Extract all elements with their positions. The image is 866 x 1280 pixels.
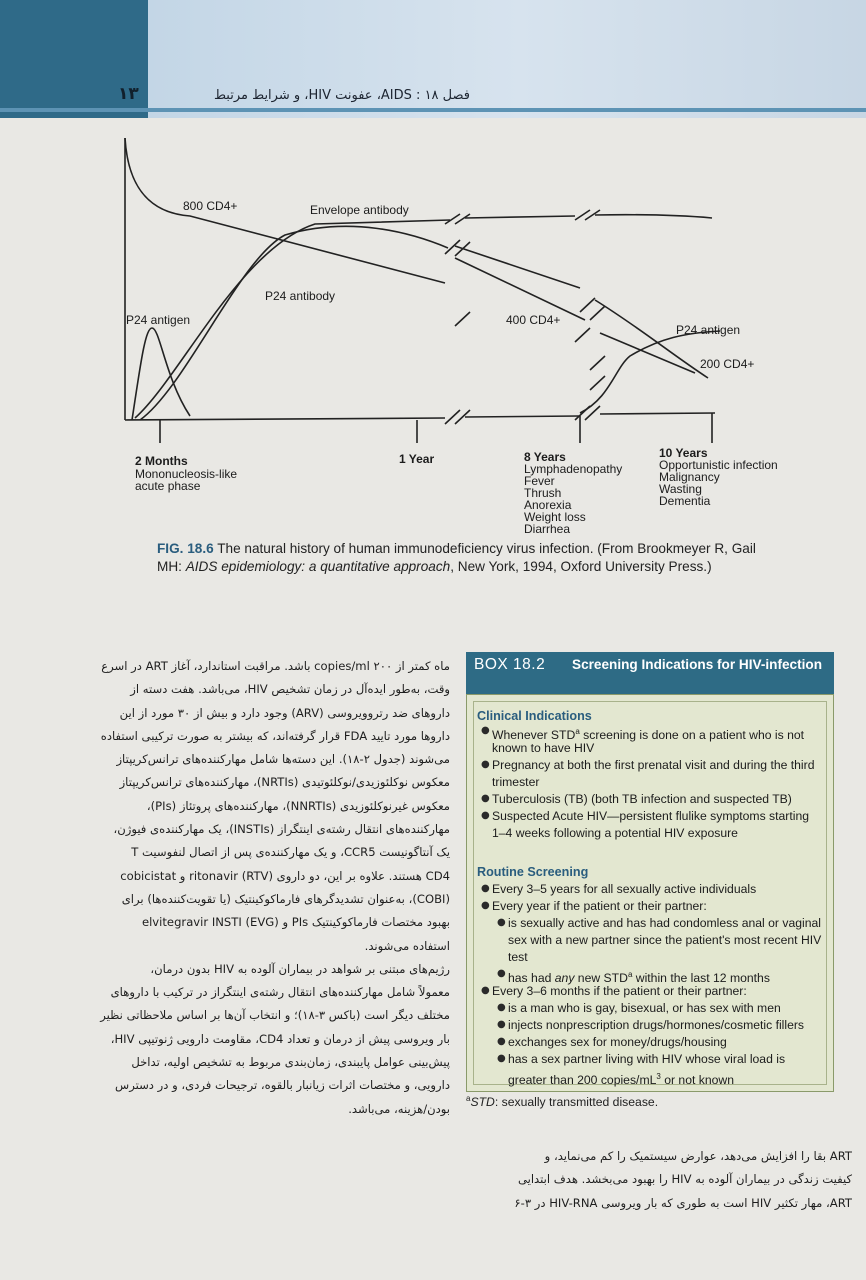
bullet-icon: ● — [497, 1053, 506, 1064]
timeline-1-year-title: 1 Year — [399, 452, 435, 466]
caption-text-1: The natural history of human immunodeficiency virus infection. (From Brookmeyer R, Gail MH: — [157, 541, 756, 574]
routine-item-3d-tail: or not known — [660, 1073, 734, 1088]
chapter-title: فصل ۱۸ : AIDS، عفونت HIV، و شرایط مرتبط — [213, 88, 470, 103]
figure-caption — [157, 540, 757, 576]
box-number: BOX 18.2 — [474, 656, 546, 673]
box-title: Screening Indications for HIV-infection — [572, 657, 823, 672]
box-body — [466, 694, 834, 1092]
bottom-text-line: کیفیت زندگی در بیماران آلوده به HIV را بهبود می‌بخشد. هدف ابتدایی — [517, 1172, 852, 1187]
routine-item-2b-post: within the last 12 months — [632, 971, 770, 986]
left-text-line: بودن/هزینه، می‌باشد. — [348, 1101, 450, 1116]
left-text-line: می‌شوند (جدول ۲-۱۸). این دسته‌ها شامل مهارکننده‌های ترانس‌کریپتاز — [116, 752, 450, 767]
break-mark-4 — [455, 312, 470, 326]
routine-screening-title: Routine Screening — [477, 865, 589, 879]
bullet-icon: ● — [497, 1036, 506, 1047]
break-mark-3 — [445, 240, 470, 256]
bullet-icon: ● — [497, 917, 506, 928]
clinical-item-4-line-2: 1–4 weeks following a potential HIV exposure — [492, 826, 738, 840]
left-text-line: دارویی، و مختصات اثرات زیانبار بالقوه، ترجیحات فردی، و در دسترس — [115, 1078, 450, 1093]
bullet-icon: ● — [497, 1019, 506, 1030]
timeline-10-years-line-1: Opportunistic infection — [659, 458, 778, 472]
timeline-10-years-line-3: Wasting — [659, 482, 702, 496]
footnote-sup: a — [466, 1094, 471, 1103]
timeline-10-years-line-2: Malignancy — [659, 470, 720, 484]
left-text-line: یک آنتاگونیست CCR5، و یک مهارکننده‌ی پس از اتصال لنفوسیت T — [131, 845, 450, 860]
left-text-line: مهارکننده‌های انتقال رشته‌ی اینتگراز (INSTIs)، یک مهارکننده‌ی فیوژن، — [113, 822, 450, 837]
break-mark-5 — [575, 328, 590, 342]
clinical-item-2-line-1: Pregnancy at both the first prenatal visit and during the third — [492, 758, 815, 772]
clinical-item-1-line-2: known to have HIV — [492, 741, 595, 755]
routine-item-2a-line-1: is sexually active and has had condomless anal or vaginal — [508, 916, 821, 930]
bullet-icon: ● — [481, 900, 490, 911]
left-text-line: (COBI)، به‌عنوان تشدیدگرهای فارماکوکینتیک (یا تقویت‌کننده‌ها) برای — [121, 891, 450, 906]
left-text-line: استفاده می‌شوند. — [364, 938, 450, 953]
clinical-item-2-line-2: trimester — [492, 775, 540, 789]
page-number: ۱۳ — [118, 84, 139, 104]
left-text-line: رژیم‌های مبتنی بر شواهد در بیماران آلوده به HIV بدون درمان، — [150, 961, 450, 976]
left-text-line: داروها مورد تایید FDA قرار گرفته‌اند، که بیشتر به صورت ترکیبی استفاده — [100, 728, 450, 743]
bottom-text-line: ART، مهار تکثیر HIV است به طوری که بار ویروسی HIV-RNA در ۳-۶ — [514, 1195, 852, 1210]
break-mark-7 — [590, 356, 605, 370]
routine-item-2: Every year if the patient or their partner: — [492, 899, 707, 913]
p24-antigen-acute-curve — [132, 328, 190, 420]
left-text-line: معکوس غیرنوکلئوزیدی (NNRTIs)، مهارکننده‌های پروتئاز (PIs)، — [146, 798, 450, 813]
timeline-8-years-line-1: Lymphadenopathy — [524, 462, 623, 476]
left-column-text — [58, 655, 450, 1121]
baseline-segment-1 — [125, 418, 445, 420]
caption-text-2: , New York, 1994, Oxford University Press.) — [450, 559, 712, 574]
timeline-8-years-line-6: Diarrhea — [524, 522, 571, 536]
clinical-indications-title: Clinical Indications — [477, 709, 592, 723]
hiv-natural-history-figure — [110, 128, 790, 598]
routine-item-2a-line-3: test — [508, 950, 528, 964]
clinical-item-4-line-1: Suspected Acute HIV—persistent flulike symptoms starting — [492, 809, 810, 823]
left-text-line: بار ویروسی پیش از درمان و تعداد CD4، مقاومت دارویی ژنوتیپی HIV، — [110, 1031, 450, 1046]
bullet-icon: ● — [481, 810, 490, 821]
routine-item-3b: injects nonprescription drugs/hormones/cosmetic fillers — [508, 1018, 805, 1032]
envelope-antibody-curve-3 — [595, 215, 712, 218]
footnote-marker: a — [575, 727, 580, 736]
left-text-line: مختلف دیگر است (باکس ۳-۱۸)؛ و انتخاب آن‌ها بر اساس ملاحظاتی نظیر — [100, 1008, 450, 1023]
label-envelope-antibody: Envelope antibody — [310, 203, 409, 217]
figure-label: FIG. 18.6 — [157, 541, 214, 556]
bullet-icon: ● — [481, 985, 490, 996]
envelope-antibody-curve-2 — [465, 216, 575, 218]
p24-antibody-curve-3 — [595, 300, 708, 378]
bullet-icon: ● — [497, 968, 506, 979]
clinical-item-3: Tuberculosis (TB) (both TB infection and suspected TB) — [492, 792, 792, 806]
left-text-line: بهبود مختصات فارماکوکینتیک PIs و elvitegravir INSTI (EVG) — [141, 915, 450, 930]
routine-item-1: Every 3–5 years for all sexually active individuals — [492, 882, 757, 896]
timeline-2-months-line-2: acute phase — [135, 479, 201, 493]
baseline-segment-3 — [600, 413, 715, 414]
routine-item-2b-mid: new STD — [574, 971, 628, 986]
left-text-line: معمولاً شامل مهارکننده‌های انتقال رشته‌ی اینتگراز در ترکیب با داروهای — [110, 985, 450, 1000]
routine-item-2a-line-2: sex with a new partner since the patient's most recent HIV — [508, 933, 822, 947]
box-footnote — [466, 1094, 658, 1109]
label-p24-antigen-left: P24 antigen — [126, 313, 191, 327]
label-p24-antibody: P24 antibody — [265, 289, 336, 303]
clinical-item-1-text-a: Whenever STD — [492, 728, 576, 743]
routine-item-3d-line-1: has a sex partner living with HIV whose viral load is — [508, 1052, 786, 1066]
left-text-line: معکوس نوکلئوزیدی/نوکلئوتیدی (NRTIs)، مهارکننده‌های ترانس‌کریپتاز — [119, 775, 450, 790]
clinical-item-1-text-b: screening is done on a patient who is not — [579, 728, 805, 743]
superscript-3: 3 — [656, 1072, 661, 1081]
left-text-line: وقت، به‌طور ایده‌آل در زمان تشخیص HIV، می‌باشد. هفت دسته از — [130, 682, 450, 697]
label-cd4-200: 200 CD4+ — [700, 357, 755, 371]
cd4-curve-3 — [600, 333, 695, 373]
break-mark-6 — [580, 298, 605, 320]
bullet-icon: ● — [481, 793, 490, 804]
bullet-icon: ● — [481, 883, 490, 894]
bottom-text-line: ART بقا را افزایش می‌دهد، عوارض سیستمیک را کم می‌نماید، و — [544, 1149, 852, 1163]
footnote-marker: a — [627, 970, 633, 979]
timeline-10-years-title: 10 Years — [659, 446, 708, 460]
break-mark-10 — [575, 406, 600, 420]
timeline-8-years-line-2: Fever — [524, 474, 555, 488]
footnote-text: : sexually transmitted disease. — [494, 1095, 659, 1110]
timeline-8-years-line-4: Anorexia — [524, 498, 572, 512]
routine-item-3d-text: greater than 200 copies/mL — [508, 1073, 657, 1088]
break-mark-1 — [445, 214, 470, 224]
bullet-icon: ● — [481, 725, 490, 736]
routine-item-2b-pre: has had — [508, 971, 555, 986]
bottom-right-text — [464, 1145, 852, 1215]
routine-item-3: Every 3–6 months if the patient or their partner: — [492, 984, 747, 998]
label-p24-antigen-right: P24 antigen — [676, 323, 741, 337]
timeline-10-years-line-4: Dementia — [659, 494, 711, 508]
timeline-8-years-title: 8 Years — [524, 450, 566, 464]
header-divider — [0, 108, 866, 112]
routine-item-3d-line-2 — [508, 1068, 734, 1089]
left-text-line: داروهای ضد رتروویروسی (ARV) وجود دارد و بیش از ۳۰ مورد از این — [119, 705, 450, 720]
timeline-8-years-line-3: Thrush — [524, 486, 562, 500]
bullet-icon: ● — [481, 759, 490, 770]
page-header — [0, 0, 866, 118]
break-mark-8 — [590, 376, 605, 390]
routine-item-3a: is a man who is gay, bisexual, or has sex with men — [508, 1001, 781, 1015]
bullet-icon: ● — [497, 1002, 506, 1013]
box-header — [466, 652, 834, 694]
box-18-2 — [466, 652, 834, 1092]
label-cd4-800: 800 CD4+ — [183, 199, 238, 213]
timeline-2-months-line-1: Mononucleosis-like — [135, 467, 238, 481]
label-cd4-400: 400 CD4+ — [506, 313, 561, 327]
routine-item-2b-italic: any — [554, 971, 575, 986]
caption-italic-title: AIDS epidemiology: a quantitative approach — [185, 559, 451, 574]
timeline-8-years-line-5: Weight loss — [524, 510, 586, 524]
left-text-line: پیش‌بینی عوامل پایبندی، زمان‌بندی مربوط به تشخیص اولیه، تداخل — [131, 1055, 450, 1070]
baseline-segment-2 — [465, 416, 580, 417]
left-text-line: CD4 هستند. علاوه بر این، دو داروی ritonavir (RTV) و cobicistat — [120, 868, 450, 883]
footnote-term: STD — [470, 1095, 495, 1110]
routine-item-3c: exchanges sex for money/drugs/housing — [508, 1035, 727, 1049]
timeline-2-months-title: 2 Months — [135, 454, 188, 468]
left-text-line: ماه کمتر از ۲۰۰ copies/ml باشد. مراقبت استاندارد، آغاز ART در اسرع — [101, 659, 450, 673]
figure-diagram — [110, 128, 790, 538]
